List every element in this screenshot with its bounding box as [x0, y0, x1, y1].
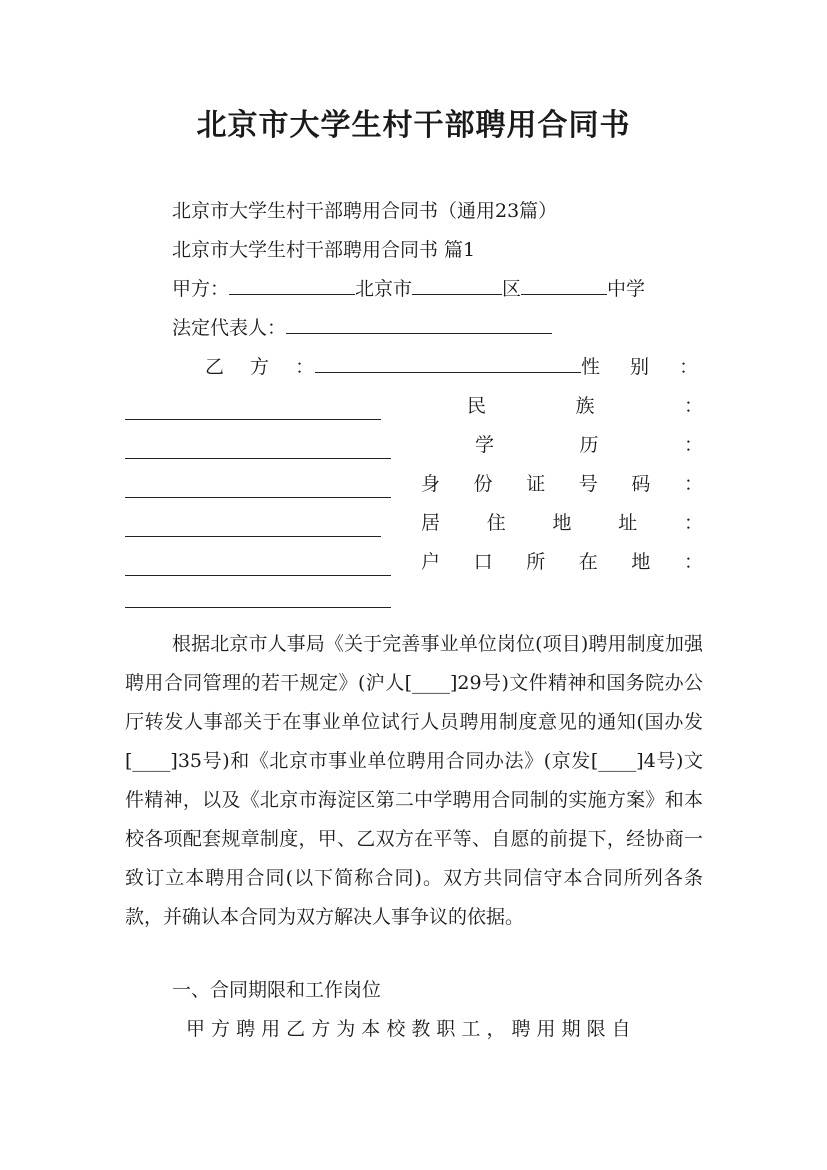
- gender-label: 性 别 ：: [581, 356, 711, 378]
- party-a-school: 中学: [607, 278, 646, 300]
- party-a-district: 区: [502, 278, 522, 300]
- id-number-label: 身 份 证 号 码 ：: [421, 473, 703, 495]
- education-row: [125, 431, 703, 459]
- hukou-blank-row: [125, 587, 703, 608]
- legal-rep-line: [172, 314, 750, 342]
- party-b-label: 乙 方 ：: [205, 356, 325, 378]
- section-heading: 北京市大学生村干部聘用合同书 篇1: [172, 239, 476, 261]
- education-label: 学 历 ：: [475, 434, 703, 456]
- party-b-line: [205, 353, 711, 381]
- gender-blank: [125, 399, 381, 420]
- id-number-row: [125, 470, 703, 498]
- hukou-label: 户 口 所 在 地 ：: [421, 551, 703, 573]
- address-row: [125, 509, 703, 537]
- document-title: 北京市大学生村干部聘用合同书: [196, 108, 631, 143]
- contract-paragraph: 根据北京市人事局《关于完善事业单位岗位(项目)聘用制度加强聘用合同管理的若干规定》(沪人[____]29号)文件精神和国务院办公厅转发人事部关于在事业单位试行人员聘用制度意见的通知(国办发[____]35号)和《北京市事业单位聘用合同办法》(京发[____]4号)文件精神，以及《北京市海淀区第二中学聘用合同制的实施方案》和本校各项配套规章制度，甲、乙双方在平等、自愿的前提下，经协商一致订立本聘用合同(以下简称合同)。双方共同信守本合同所列各条款，并确认本合同为双方解决人事争议的依据。: [125, 633, 703, 928]
- party-a-blank: [229, 275, 355, 295]
- party-a-line: [172, 275, 750, 303]
- document-subtitle: 北京市大学生村干部聘用合同书（通用23篇）: [172, 200, 558, 222]
- school-blank: [521, 275, 607, 295]
- section-one-heading: 一、合同期限和工作岗位: [172, 979, 382, 1001]
- hukou-row: [125, 548, 703, 576]
- party-b-blank: [315, 353, 581, 373]
- legal-rep-label: 法定代表人：: [172, 317, 287, 339]
- address-blank: [125, 555, 391, 576]
- nation-row: [125, 392, 703, 420]
- nation-label: 民 族 ：: [467, 395, 703, 417]
- legal-rep-blank: [286, 314, 552, 334]
- address-label: 居 住 地 址 ：: [421, 512, 703, 534]
- party-a-label: 甲方：: [172, 278, 230, 300]
- hukou-blank: [125, 587, 391, 608]
- id-number-blank: [125, 516, 381, 537]
- nation-blank: [125, 438, 391, 459]
- party-a-city: 北京市: [355, 278, 413, 300]
- education-blank: [125, 477, 391, 498]
- contract-clause: 甲 方 聘 用 乙 方 为 本 校 教 职 工 ， 聘 用 期 限 自: [186, 1018, 631, 1040]
- district-blank: [412, 275, 502, 295]
